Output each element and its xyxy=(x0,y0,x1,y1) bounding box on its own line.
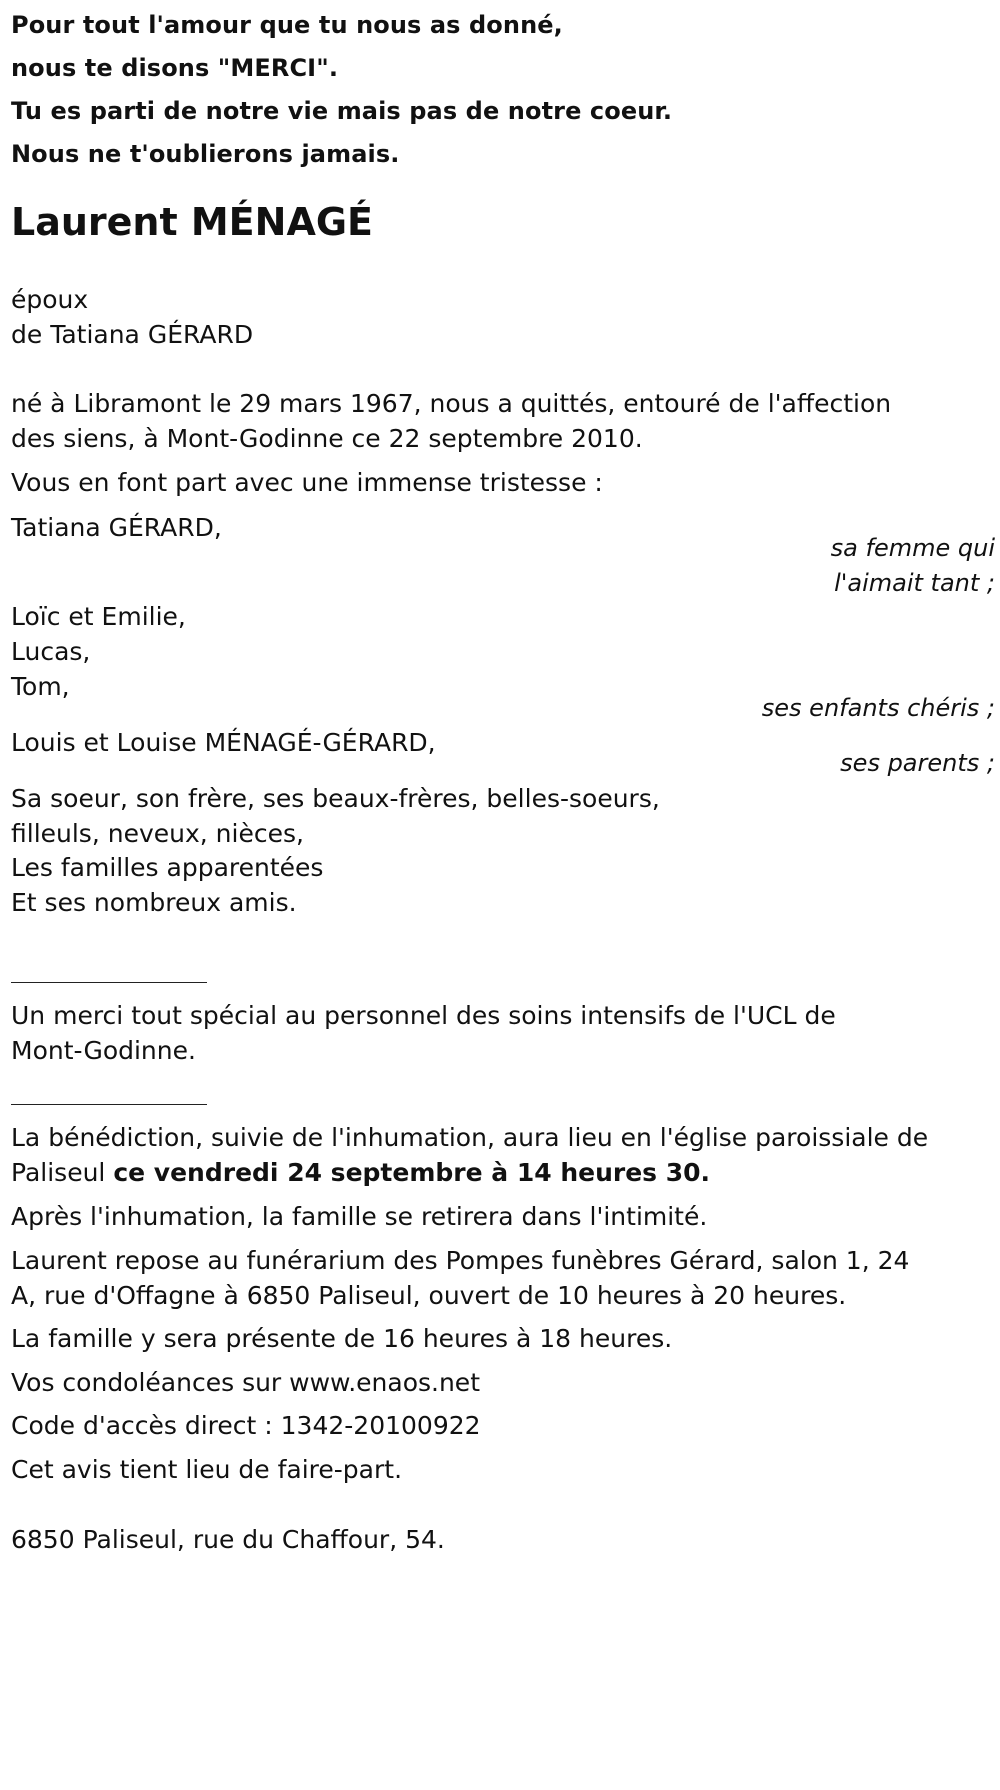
others-line: Sa soeur, son frère, ses beaux-frères, belles-soeurs, xyxy=(11,784,660,813)
child-line: Tom, xyxy=(11,672,70,701)
access-code: Code d'accès direct : 1342-20100922 xyxy=(11,1411,481,1440)
wife-role-line-1: sa femme qui xyxy=(830,534,995,562)
intimacy-note: Après l'inhumation, la famille se retirera dans l'intimité. xyxy=(11,1202,708,1231)
family-presence: La famille y sera présente de 16 heures à 18 heures. xyxy=(11,1324,673,1353)
parents-name: Louis et Louise MÉNAGÉ-GÉRARD, xyxy=(11,728,436,757)
relation-line-1: époux xyxy=(11,285,89,314)
others-line: Les familles apparentées xyxy=(11,853,324,882)
children-role: ses enfants chéris ; xyxy=(761,694,995,722)
motto-line-4: Nous ne t'oublierons jamais. xyxy=(11,140,400,168)
child-line: Lucas, xyxy=(11,637,91,666)
thanks-line-2: Mont-Godinne. xyxy=(11,1036,196,1065)
parents-role: ses parents ; xyxy=(840,749,995,777)
notice-line: Cet avis tient lieu de faire-part. xyxy=(11,1455,403,1484)
motto-line-2: nous te disons "MERCI". xyxy=(11,54,339,82)
condolences-line: Vos condoléances sur www.enaos.net xyxy=(11,1368,480,1397)
wife-name: Tatiana GÉRARD, xyxy=(11,513,222,542)
address-line: 6850 Paliseul, rue du Chaffour, 54. xyxy=(11,1525,445,1554)
others-line: Et ses nombreux amis. xyxy=(11,888,297,917)
birth-death-line-2: des siens, à Mont-Godinne ce 22 septembre 2010. xyxy=(11,424,643,453)
deceased-name: Laurent MÉNAGÉ xyxy=(11,200,374,244)
separator-line xyxy=(11,1104,207,1105)
ceremony-place: Paliseul xyxy=(11,1158,114,1187)
wife-role-line-2: l'aimait tant ; xyxy=(834,569,995,597)
funeral-home-line-1: Laurent repose au funérarium des Pompes funèbres Gérard, salon 1, 24 xyxy=(11,1246,910,1275)
motto-line-3: Tu es parti de notre vie mais pas de notre coeur. xyxy=(11,97,673,125)
others-line: filleuls, neveux, nièces, xyxy=(11,819,304,848)
thanks-line-1: Un merci tout spécial au personnel des soins intensifs de l'UCL de xyxy=(11,1001,836,1030)
separator-line xyxy=(11,982,207,983)
announcement: Vous en font part avec une immense tristesse : xyxy=(11,468,603,497)
motto-line-1: Pour tout l'amour que tu nous as donné, xyxy=(11,11,563,39)
relation-line-2: de Tatiana GÉRARD xyxy=(11,320,254,349)
ceremony-date: ce vendredi 24 septembre à 14 heures 30. xyxy=(113,1158,711,1187)
ceremony-line-1: La bénédiction, suivie de l'inhumation, aura lieu en l'église paroissiale de xyxy=(11,1123,929,1152)
birth-death-line-1: né à Libramont le 29 mars 1967, nous a quittés, entouré de l'affection xyxy=(11,389,892,418)
funeral-home-line-2: A, rue d'Offagne à 6850 Paliseul, ouvert de 10 heures à 20 heures. xyxy=(11,1281,847,1310)
child-line: Loïc et Emilie, xyxy=(11,602,186,631)
ceremony-line-2 xyxy=(11,1158,710,1188)
